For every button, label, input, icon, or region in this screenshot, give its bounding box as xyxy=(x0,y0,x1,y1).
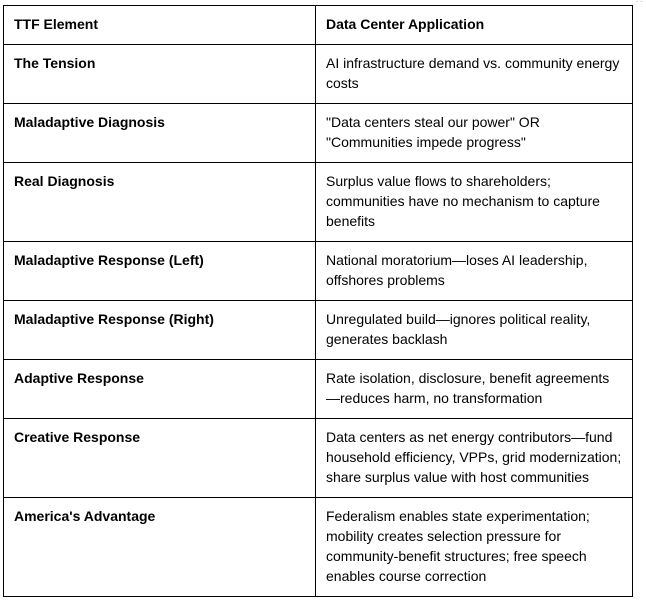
table-row xyxy=(4,242,633,301)
column-header-data-center-application: Data Center Application xyxy=(316,6,633,45)
table-header-row xyxy=(4,6,633,45)
table-row xyxy=(4,419,633,498)
table-row xyxy=(4,104,633,163)
row-value: AI infrastructure demand vs. community energy costs xyxy=(316,45,633,104)
row-label: Creative Response xyxy=(4,419,316,498)
row-label: The Tension xyxy=(4,45,316,104)
row-value: Federalism enables state experimentation; mobility creates selection pressure for community-benefit structures; free speech enables course correction xyxy=(316,498,633,597)
row-value: Data centers as net energy contributors—fund household efficiency, VPPs, grid modernization; share surplus value with host communities xyxy=(316,419,633,498)
table-row xyxy=(4,301,633,360)
row-value: National moratorium—loses AI leadership, offshores problems xyxy=(316,242,633,301)
row-value: Surplus value flows to shareholders; communities have no mechanism to capture benefits xyxy=(316,163,633,242)
ttf-table-container xyxy=(3,5,633,597)
table-row xyxy=(4,498,633,597)
row-label: Maladaptive Diagnosis xyxy=(4,104,316,163)
table-row xyxy=(4,45,633,104)
row-value: "Data centers steal our power" OR "Communities impede progress" xyxy=(316,104,633,163)
more-icon: ·· xyxy=(635,0,644,7)
row-value: Rate isolation, disclosure, benefit agreements—reduces harm, no transformation xyxy=(316,360,633,419)
row-label: America's Advantage xyxy=(4,498,316,597)
row-label: Adaptive Response xyxy=(4,360,316,419)
row-label: Real Diagnosis xyxy=(4,163,316,242)
table-row xyxy=(4,360,633,419)
table-row xyxy=(4,163,633,242)
row-label: Maladaptive Response (Left) xyxy=(4,242,316,301)
column-header-ttf-element: TTF Element xyxy=(4,6,316,45)
row-value: Unregulated build—ignores political reality, generates backlash xyxy=(316,301,633,360)
ttf-table xyxy=(3,5,633,597)
row-label: Maladaptive Response (Right) xyxy=(4,301,316,360)
